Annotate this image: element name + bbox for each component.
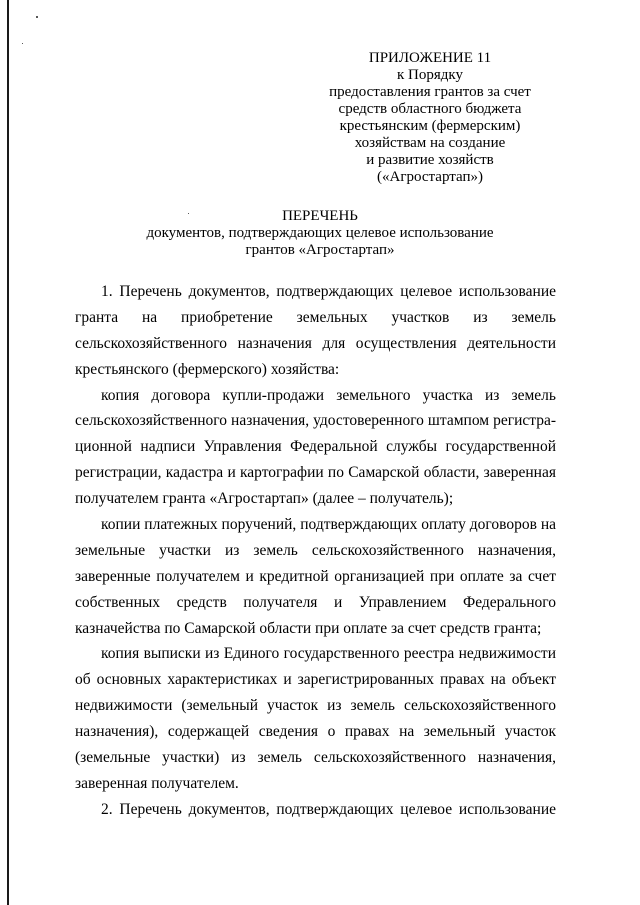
text-line: собственных средств получателя и Управлением Федерального bbox=[75, 593, 556, 611]
appendix-block bbox=[320, 50, 540, 186]
text-line: копия выписки из Единого государственного реестра недвижимости bbox=[101, 645, 556, 663]
appendix-line: к Порядку bbox=[397, 67, 463, 83]
text-line: земельные участки из земель сельскохозяйственного назначения, bbox=[75, 541, 556, 559]
text-line: крестьянского (фермерского) хозяйства: bbox=[75, 360, 340, 378]
scan-speck bbox=[36, 16, 38, 18]
text-line: казначейства по Самарской области при оплате за счет средств гранта; bbox=[75, 619, 542, 637]
document-body bbox=[75, 279, 556, 823]
text-line: 2. Перечень документов, подтверждающих целевое использование bbox=[101, 800, 556, 818]
scan-speck bbox=[22, 43, 23, 44]
appendix-line: средств областного бюджета bbox=[338, 101, 522, 117]
document-heading bbox=[60, 208, 580, 259]
text-line: ционной надписи Управления Федеральной службы государственной bbox=[75, 438, 556, 456]
document-subtitle: грантов «Агростартап» bbox=[245, 242, 395, 258]
appendix-line: крестьянским (фермерским) bbox=[339, 118, 521, 134]
document-title: ПЕРЕЧЕНЬ bbox=[282, 208, 358, 224]
scan-edge-line bbox=[7, 0, 9, 905]
text-line: (земельные участки) из земель сельскохозяйственного назначения, bbox=[75, 749, 556, 767]
text-line: сельскохозяйственного назначения для осуществления деятельности bbox=[75, 334, 556, 352]
paragraph-4 bbox=[75, 641, 556, 796]
appendix-line: и развитие хозяйств bbox=[366, 152, 494, 168]
paragraph-2 bbox=[75, 383, 556, 512]
text-line: об основных характеристиках и зарегистрированных правах на объект bbox=[75, 671, 556, 689]
paragraph-1 bbox=[75, 279, 556, 383]
text-line: регистрации, кадастра и картографии по Самарской области, заверенная bbox=[75, 464, 556, 482]
text-line: копии платежных поручений, подтверждающих оплату договоров на bbox=[101, 516, 556, 534]
text-line: заверенные получателем и кредитной организацией при оплате за счет bbox=[75, 567, 556, 585]
text-line: получателем гранта «Агростартап» (далее – получатель); bbox=[75, 490, 454, 508]
text-line: гранта на приобретение земельных участков из земель bbox=[75, 308, 556, 326]
appendix-line: хозяйствам на создание bbox=[354, 135, 506, 151]
text-line: заверенная получателем. bbox=[75, 774, 239, 792]
appendix-line: («Агростартап») bbox=[377, 169, 483, 185]
document-subtitle: документов, подтверждающих целевое использование bbox=[146, 225, 494, 241]
appendix-line: предоставления грантов за счет bbox=[329, 84, 531, 100]
text-line: копия договора купли-продажи земельного участка из земель bbox=[101, 386, 556, 404]
text-line: недвижимости (земельный участок из земель сельскохозяйственного bbox=[75, 697, 556, 715]
text-line: назначения), содержащей сведения о правах на земельный участок bbox=[75, 723, 556, 741]
paragraph-3 bbox=[75, 512, 556, 641]
text-line: сельскохозяйственного назначения, удостоверенного штампом регистра- bbox=[75, 412, 556, 430]
appendix-title: ПРИЛОЖЕНИЕ 11 bbox=[368, 50, 492, 66]
text-line: 1. Перечень документов, подтверждающих целевое использование bbox=[101, 283, 556, 300]
paragraph-5 bbox=[75, 797, 556, 823]
